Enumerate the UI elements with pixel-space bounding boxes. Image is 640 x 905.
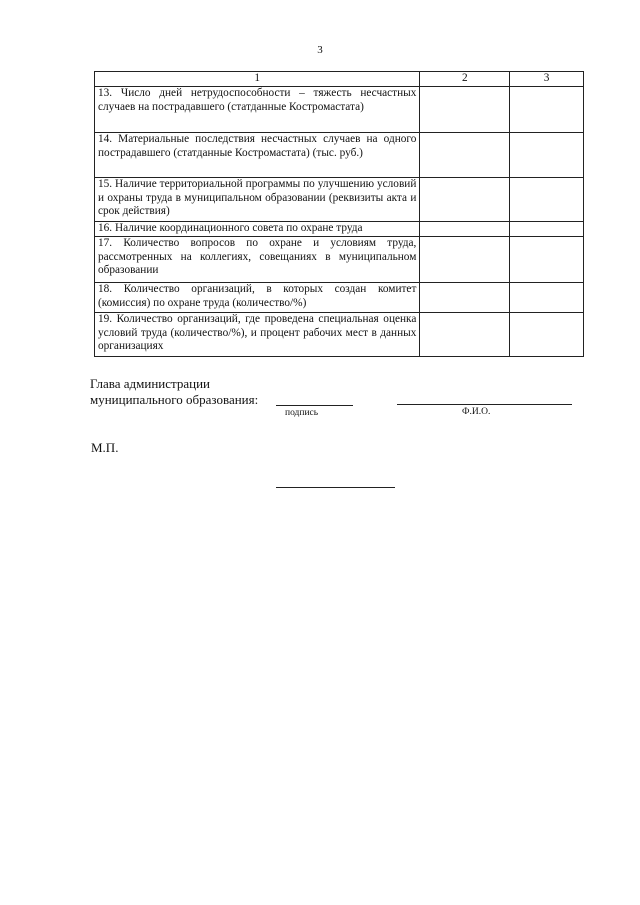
row-17-value-3 [510,237,584,283]
row-19-value-3 [510,313,584,357]
row-17-label: 17. Количество вопросов по охране и условиям труда, рассмотренных на коллегиях, совещаниях в муниципальном образовании [95,237,420,283]
row-14-value-3 [510,133,584,178]
row-18-value-2 [420,283,510,313]
report-table [94,71,584,357]
signature-title-line-1: Глава администрации [90,376,211,391]
signature-title-line-2: муниципального образования: [90,392,259,407]
row-16-value-3 [510,222,584,237]
row-14-label: 14. Материальные последствия несчастных случаев на одного пострадавшего (статданные Костромастата) (тыс. руб.) [95,133,420,178]
table-row [95,313,584,357]
signature-caption: подпись [285,408,319,418]
row-17-value-2 [420,237,510,283]
table-row [95,87,584,133]
closing-rule [276,487,395,488]
full-name-caption: Ф.И.О. [462,407,491,417]
table-row [95,178,584,222]
row-13-value-3 [510,87,584,133]
table-row [95,283,584,313]
header-col-1: 1 [95,72,420,87]
full-name-line [397,404,572,405]
table-row [95,133,584,178]
row-19-value-2 [420,313,510,357]
header-col-3: 3 [510,72,584,87]
table-row [95,237,584,283]
stamp-label: М.П. [91,440,119,455]
row-18-value-3 [510,283,584,313]
row-14-value-2 [420,133,510,178]
row-15-label: 15. Наличие территориальной программы по улучшению условий и охраны труда в муниципальном образовании (реквизиты акта и срок действия) [95,178,420,222]
table-header-row [95,72,584,87]
page-number: 3 [317,44,323,56]
row-18-label: 18. Количество организаций, в которых создан комитет (комиссия) по охране труда (количество/%) [95,283,420,313]
table-row [95,222,584,237]
row-16-label: 16. Наличие координационного совета по охране труда [95,222,420,237]
row-19-label: 19. Количество организаций, где проведена специальная оценка условий труда (количество/%), и процент рабочих мест в данных организациях [95,313,420,357]
row-13-value-2 [420,87,510,133]
header-col-2: 2 [420,72,510,87]
row-15-value-2 [420,178,510,222]
row-15-value-3 [510,178,584,222]
signature-line [276,405,353,406]
row-13-label: 13. Число дней нетрудоспособности – тяжесть несчастных случаев на пострадавшего (статданные Костромастата) [95,87,420,133]
row-16-value-2 [420,222,510,237]
signature-block [90,376,258,408]
